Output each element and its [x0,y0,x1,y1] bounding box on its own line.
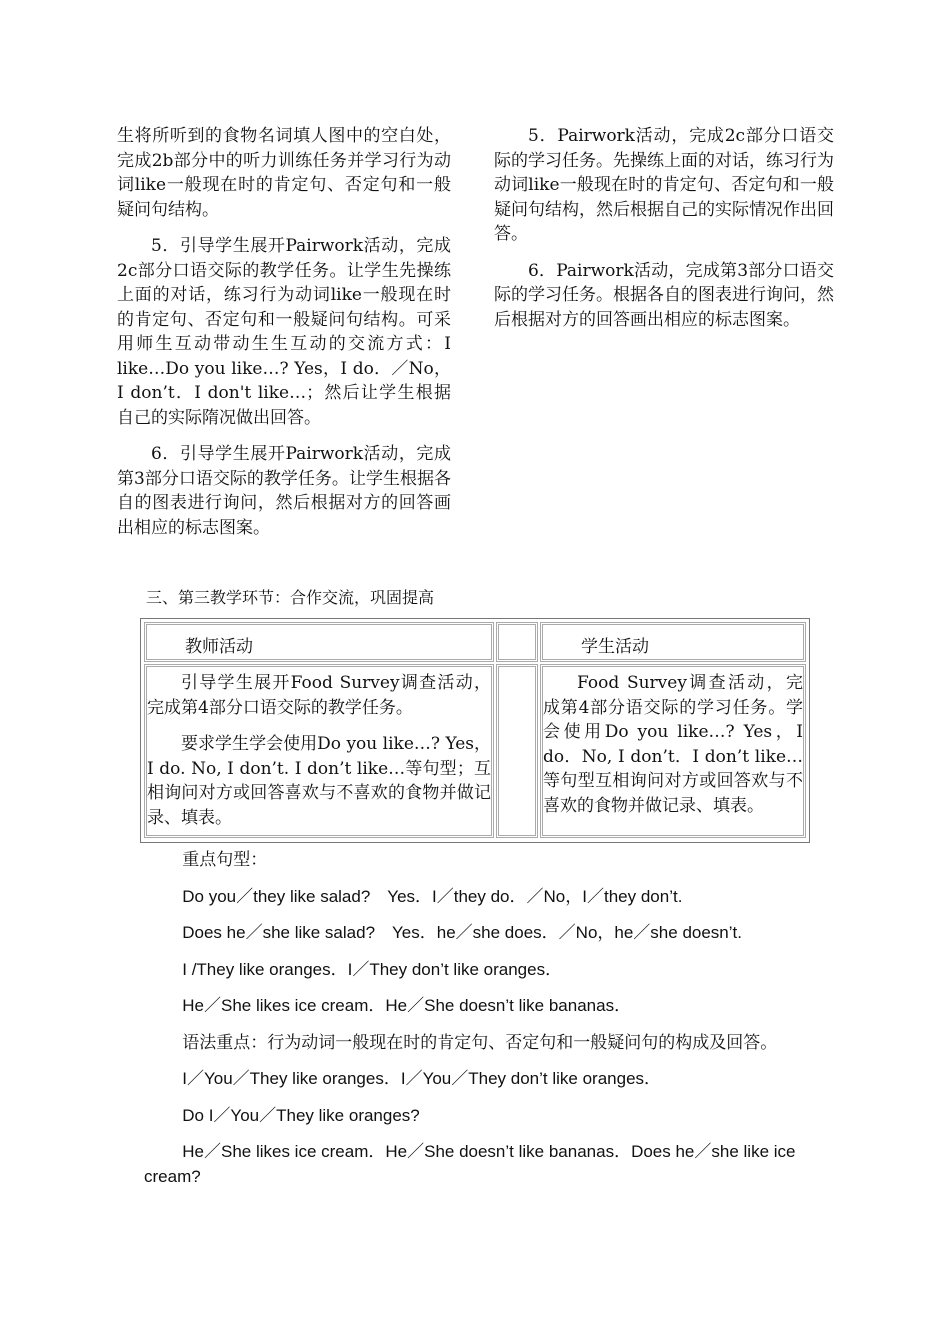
grammar-example-1: I／You／They like oranges．I／You／They don’t like oranges． [182,1069,662,1088]
section-heading: 三、第三教学环节：合作交流，巩固提高 [146,588,435,607]
student-activity-header: 学生活动 [581,637,649,657]
grammar-label: 语法重点：行为动词一般现在时的肯定句、否定句和一般疑问句的构成及回答。 [182,1032,778,1053]
key-sentence-3: I /They like oranges．I／They don’t like oranges． [182,959,563,979]
activity-table [140,618,810,843]
left-paragraph-1: 生将所听到的食物名词填人图中的空白处，完成2b部分中的听力训练任务并学习行为动词like一般现在时的肯定句、否定句和一般疑问句结构。 [117,126,451,220]
body-spacer-cell [496,664,538,838]
key-sentence-4: He／She likes ice cream．He／She doesn’t like bananas． [182,996,632,1015]
grammar-example-3: He／She likes ice cream．He／She doesn’t like bananas．Does he／she like ice cream? [144,1142,796,1186]
grammar-example-2: Do I／You／They like oranges? [182,1105,420,1125]
left-column [117,124,451,540]
teacher-activity-cell [144,664,494,838]
student-activity-header-cell [540,622,806,662]
right-paragraph-2: 6．Pairwork活动，完成第3部分口语交际的学习任务。根据各自的图表进行询问，然后根据对方的回答画出相应的标志图案。 [494,260,834,330]
key-sentence-1: Do you／they like salad? Yes．I／they do．／No，I／they don’t. [182,886,683,906]
left-paragraph-3: 6．引导学生展开Pairwork活动，完成第3部分口语交际的教学任务。让学生根据各自的图表进行询问，然后根据对方的回答画出相应的标志图案。 [117,444,451,538]
header-spacer-cell [496,622,538,662]
student-activity-cell [540,664,806,838]
key-sentences-label: 重点句型： [182,850,268,870]
left-paragraph-2: 5．引导学生展开Pairwork活动，完成2c部分口语交际的教学任务。让学生先操练上面的对话，练习行为动词like一般现在时的肯定句、否定句和一般疑问句结构。可采用师生互动带动生生互动的交流方式：I like…Do you like…? Yes，I do．／No，I don’t．I don't like…；然后让学生根据自己的实际隋况做出回答。 [117,236,451,428]
key-points-section [144,848,808,1189]
student-activity-text: Food Survey调查活动，完成第4部分语交际的学习任务。学会使用Do you like…? Yes，I do．No, I don’t．I don’t like…等句型互相询问对方或回答欢与不喜欢的食物并做记录、填表。 [543,673,803,816]
key-sentence-2: Does he／she like salad? Yes．he／she does．／No，he／she doesn’t. [182,923,742,942]
teacher-activity-header-cell [144,622,494,662]
right-column [494,124,834,332]
teacher-activity-header: 教师活动 [185,637,253,657]
teacher-activity-text-1: 引导学生展开Food Survey调查活动，完成第4部分口语交际的教学任务。 [147,673,491,718]
teacher-activity-text-2: 要求学生学会使用Do you like…? Yes，I do. No, I don’t. I don’t like…等句型；互相询问对方或回答喜欢与不喜欢的食物并做记录、填表。 [147,734,491,828]
right-paragraph-1: 5．Pairwork活动，完成2c部分口语交际的学习任务。先操练上面的对话，练习行为动词like一般现在时的肯定句、否定句和一般疑问句结构，然后根据自己的实际情况作出回答。 [494,126,834,244]
